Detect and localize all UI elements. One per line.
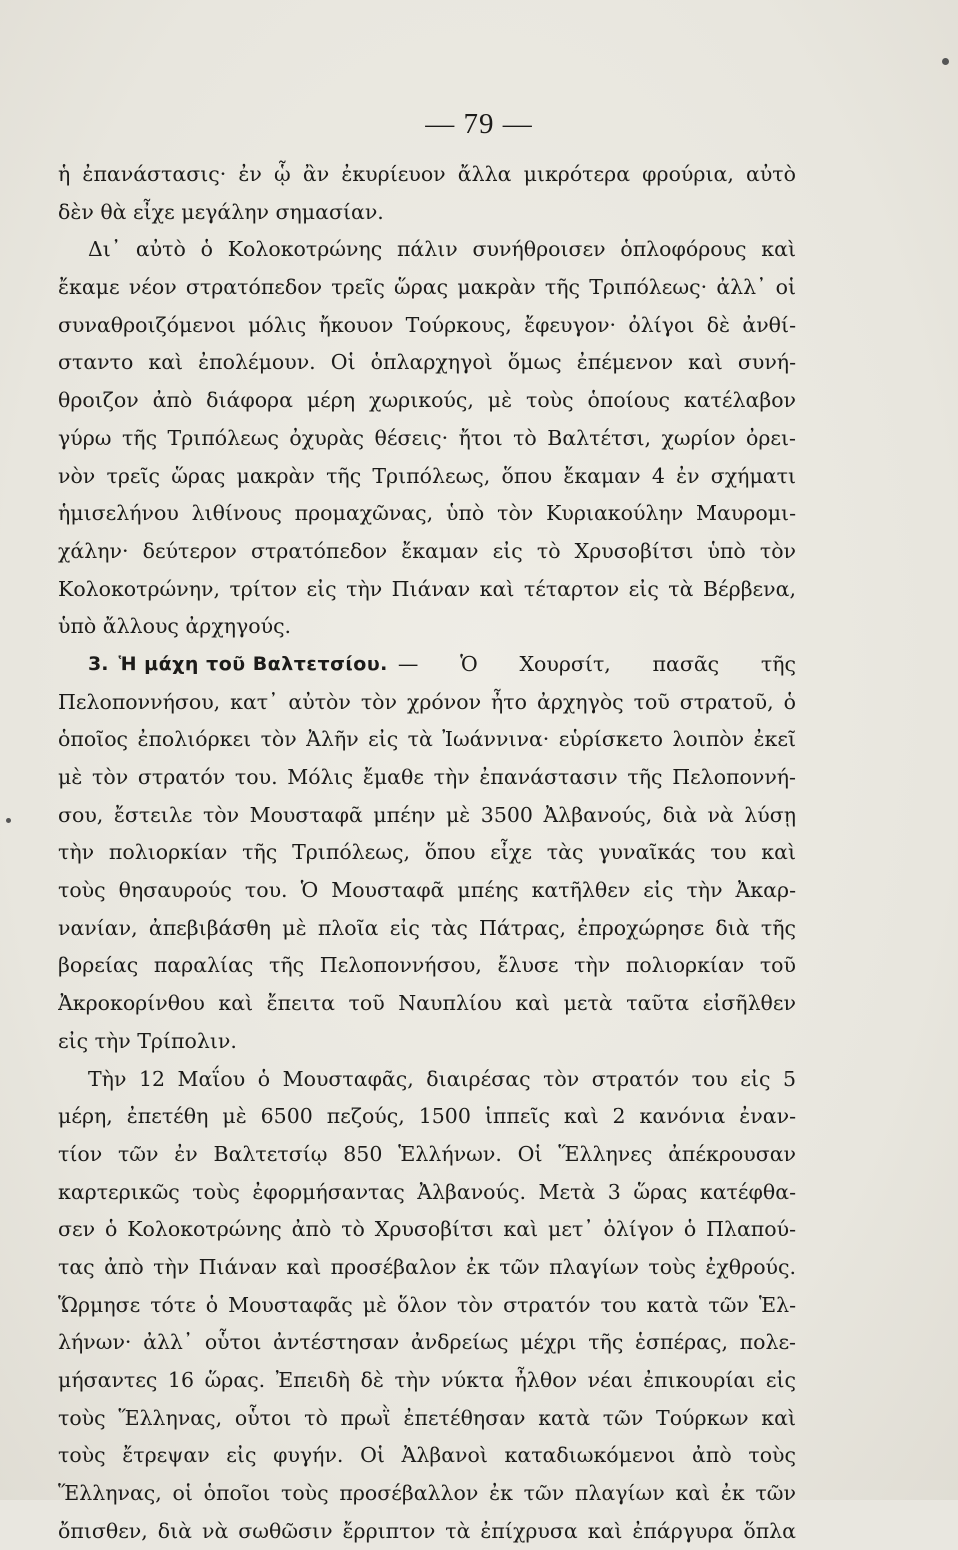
text-line <box>58 608 796 646</box>
line-text: τοὺς Ἕλληνας, οὗτοι τὸ πρωῒ ἐπετέθησαν κατὰ τῶν Τούρκων καὶ <box>58 1405 796 1430</box>
line-text: ἔκαμε νέον στρατόπεδον τρεῖς ὥρας μακρὰν τῆς Τριπόλεως· ἀλλ᾽ οἱ <box>58 275 796 300</box>
text-line <box>58 1174 796 1212</box>
line-text: καρτερικῶς τοὺς ἐφορμήσαντας Ἀλβανούς. Μετὰ 3 ὥρας κατέφθα- <box>58 1179 796 1204</box>
line-text: τοὺς θησαυρούς του. Ὁ Μουσταφᾶ μπέης κατῆλθεν εἰς τὴν Ἀκαρ- <box>58 878 796 903</box>
line-text: μήσαντες 16 ὥρας. Ἐπειδὴ δὲ τὴν νύκτα ἦλθον νέαι ἐπικουρίαι εἰς <box>58 1368 796 1392</box>
line-text: Πελοποννήσου, κατ᾽ αὐτὸν τὸν χρόνον ἦτο ἀρχηγὸς τοῦ στρατοῦ, ὁ <box>58 689 796 714</box>
line-text: ἡ ἐπανάστασις· ἐν ᾧ ἂν ἐκυρίευον ἄλλα μικρότερα φρούρια, αὐτὸ <box>58 162 796 186</box>
line-text: ὑπὸ ἄλλους ἀρχηγούς. <box>58 614 292 639</box>
text-line <box>58 533 796 571</box>
text-line <box>58 684 796 722</box>
text-line <box>58 571 796 609</box>
line-text: τοὺς ἔτρεψαν εἰς φυγήν. Οἱ Ἀλβανοὶ καταδιωκόμενοι ἀπὸ τοὺς <box>58 1443 796 1468</box>
text-line <box>58 1249 796 1287</box>
section-number: 3. <box>88 652 109 675</box>
line-text: Κολοκοτρώνην, τρίτον εἰς τὴν Πιάναν καὶ τέταρτον εἰς τὰ Βέρβενα, <box>58 576 796 601</box>
line-text: εἰς τὴν Τρίπολιν. <box>58 1028 237 1053</box>
line-text: Δι᾽ αὐτὸ ὁ Κολοκοτρώνης πάλιν συνήθροισεν ὁπλοφόρους καὶ <box>88 237 796 262</box>
line-text: χάλην· δεύτερον στρατόπεδον ἔκαμαν εἰς τὸ Χρυσοβίτσι ὑπὸ τὸν <box>58 538 796 563</box>
line-text: τίον τῶν ἐν Βαλτετσίῳ 850 Ἑλλήνων. Οἱ Ἕλληνες ἀπέκρουσαν <box>58 1141 796 1166</box>
line-text: μέρη, ἐπετέθη μὲ 6500 πεζούς, 1500 ἱππεῖς καὶ 2 κανόνια ἐναν- <box>58 1104 796 1129</box>
text-line <box>58 1061 796 1099</box>
line-text: γύρω τῆς Τριπόλεως ὀχυρὰς θέσεις· ἤτοι τὸ Βαλτέτσι, χωρίον ὀρει- <box>58 425 796 450</box>
line-text: συναθροιζόμενοι μόλις ἤκουον Τούρκους, ἔφευγον· ὀλίγοι δὲ ἀνθί- <box>58 312 796 337</box>
text-line <box>58 797 796 835</box>
text-line <box>58 1023 796 1061</box>
text-line <box>58 947 796 985</box>
body-text <box>58 156 796 1550</box>
text-line <box>58 1513 796 1550</box>
text-line <box>58 985 796 1023</box>
text-line <box>58 910 796 948</box>
line-text: βορείας παραλίας τῆς Πελοποννήσου, ἔλυσε τὴν πολιορκίαν τοῦ <box>58 953 796 978</box>
text-line <box>58 194 796 232</box>
text-line <box>58 872 796 910</box>
text-line <box>58 269 796 307</box>
line-text: θροιζον ἀπὸ διάφορα μέρη χωρικούς, μὲ τοὺς ὁποίους κατέλαβον <box>58 388 796 413</box>
line-text: Ἕλληνας, οἱ ὁποῖοι τοὺς προσέβαλλον ἐκ τῶν πλαγίων καὶ ἐκ τῶν <box>58 1481 796 1506</box>
line-text: σεν ὁ Κολοκοτρώνης ἀπὸ τὸ Χρυσοβίτσι καὶ μετ᾽ ὀλίγον ὁ Πλαπού- <box>58 1217 796 1242</box>
text-line <box>58 1362 796 1400</box>
text-line <box>58 156 796 194</box>
text-line <box>58 344 796 382</box>
line-text: ἡμισελήνου λιθίνους προμαχῶνας, ὑπὸ τὸν Κυριακούλην Μαυρομι- <box>58 501 796 526</box>
text-line <box>58 759 796 797</box>
line-text: — Ὁ Χουρσίτ, πασᾶς τῆς <box>397 651 796 676</box>
text-line <box>58 1098 796 1136</box>
section-title: Ἡ μάχη τοῦ Βαλτετσίου. <box>118 652 388 675</box>
ink-speck <box>6 818 11 823</box>
text-line <box>58 834 796 872</box>
line-text: σταντο καὶ ἐπολέμουν. Οἱ ὁπλαρχηγοὶ ὅμως ἐπέμενον καὶ συνή- <box>58 350 796 375</box>
text-line <box>58 382 796 420</box>
line-text: μὲ τὸν στρατόν του. Μόλις ἔμαθε τὴν ἐπανάστασιν τῆς Πελοποννή- <box>58 765 796 789</box>
text-line <box>58 1475 796 1513</box>
text-line <box>58 1287 796 1325</box>
text-line <box>58 1136 796 1174</box>
text-line <box>58 1324 796 1362</box>
line-text: σου, ἔστειλε τὸν Μουσταφᾶ μπέην μὲ 3500 Ἀλβανούς, διὰ νὰ λύσῃ <box>58 802 796 827</box>
text-line <box>58 420 796 458</box>
line-text: νανίαν, ἀπεβιβάσθη μὲ πλοῖα εἰς τὰς Πάτρας, ἐπροχώρησε διὰ τῆς <box>58 915 796 940</box>
line-text: Τὴν 12 Μαΐου ὁ Μουσταφᾶς, διαιρέσας τὸν στρατόν του εἰς 5 <box>88 1066 796 1091</box>
line-text: τὴν πολιορκίαν τῆς Τριπόλεως, ὅπου εἶχε τὰς γυναῖκάς του καὶ <box>58 840 796 865</box>
page-number: — 79 — <box>425 108 533 140</box>
text-line <box>58 1437 796 1475</box>
text-line <box>58 646 796 684</box>
text-line <box>58 307 796 345</box>
line-text: Ἀκροκορίνθου καὶ ἔπειτα τοῦ Ναυπλίου καὶ μετὰ ταῦτα εἰσῆλθεν <box>58 991 796 1016</box>
text-line <box>58 495 796 533</box>
text-line <box>58 721 796 759</box>
line-text: τας ἀπὸ τὴν Πιάναν καὶ προσέβαλον ἐκ τῶν πλαγίων τοὺς ἐχθρούς. <box>58 1254 796 1279</box>
line-text: δὲν θὰ εἶχε μεγάλην σημασίαν. <box>58 199 384 224</box>
text-line <box>58 458 796 496</box>
line-text: ὄπισθεν, διὰ νὰ σωθῶσιν ἔρριπτον τὰ ἐπίχρυσα καὶ ἐπάργυρα ὅπλα <box>58 1518 796 1543</box>
line-text: Ὥρμησε τότε ὁ Μουσταφᾶς μὲ ὅλον τὸν στρατόν του κατὰ τῶν Ἑλ- <box>58 1292 796 1317</box>
text-line <box>58 1211 796 1249</box>
text-line <box>58 231 796 269</box>
line-text: νὸν τρεῖς ὥρας μακρὰν τῆς Τριπόλεως, ὅπου ἔκαμαν 4 ἐν σχήματι <box>58 463 796 488</box>
line-text: λήνων· ἀλλ᾽ οὗτοι ἀντέστησαν ἀνδρείως μέχρι τῆς ἑσπέρας, πολε- <box>58 1330 796 1355</box>
text-line <box>58 1400 796 1438</box>
line-text: ὁποῖος ἐπολιόρκει τὸν Ἀλῆν εἰς τὰ Ἰωάννινα· εὑρίσκετο λοιπὸν ἐκεῖ <box>58 727 796 752</box>
ink-speck <box>942 58 949 65</box>
